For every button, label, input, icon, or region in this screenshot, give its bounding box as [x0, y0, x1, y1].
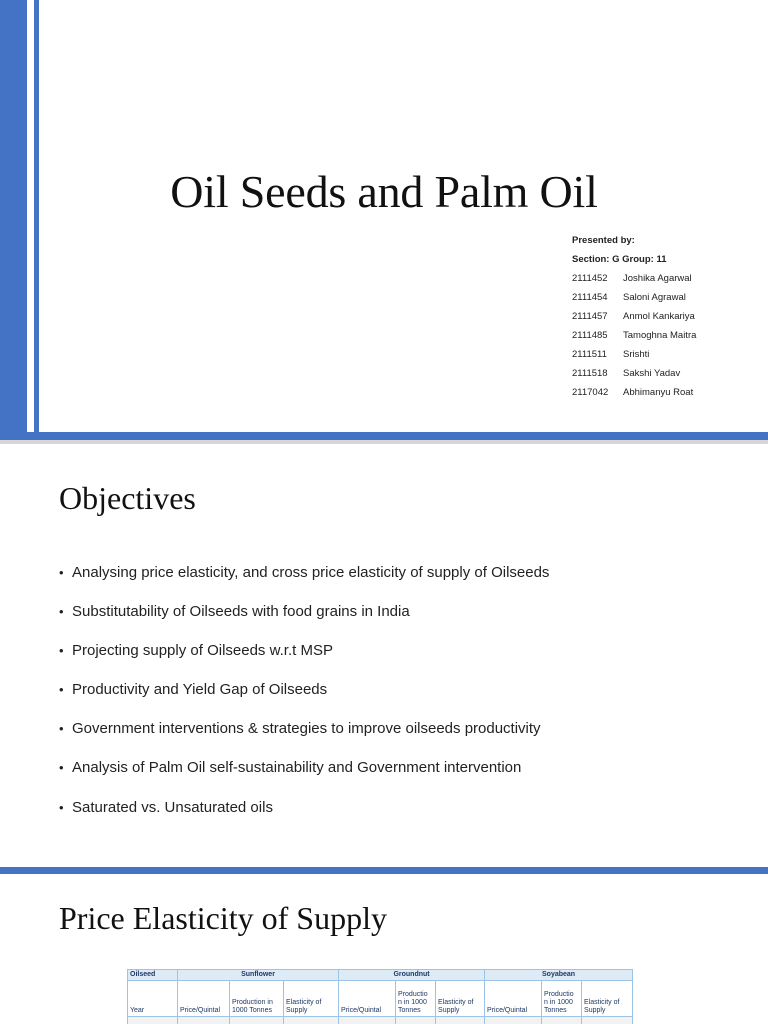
list-item [59, 718, 739, 757]
slide-price-elasticity [0, 874, 768, 1024]
accent-bar-bottom [0, 432, 768, 440]
member-name: Abhimanyu Roat [623, 387, 694, 398]
table-cell [128, 1017, 178, 1024]
member-row [572, 383, 696, 402]
bullet-icon: • [59, 799, 64, 815]
table-cell [230, 1017, 284, 1024]
table-cell [436, 1017, 485, 1024]
member-row [572, 307, 696, 326]
objective-text: Projecting supply of Oilseeds w.r.t MSP [72, 642, 333, 660]
table-row [128, 1017, 633, 1024]
list-item [59, 601, 739, 640]
member-roll: 2117042 [572, 387, 609, 398]
bullet-icon: • [59, 565, 64, 580]
bullet-icon: • [59, 682, 64, 698]
slide-title-page [0, 0, 768, 432]
table-cell [284, 1017, 339, 1024]
list-item [59, 797, 739, 836]
slide-heading: Objectives [59, 480, 196, 516]
table-subheader-row [128, 981, 633, 1017]
member-row [572, 269, 696, 288]
objective-text: Analysing price elasticity, and cross price elasticity of supply of Oilseeds [72, 564, 550, 581]
elasticity-table [127, 969, 633, 1024]
member-roll: 2111511 [572, 349, 607, 360]
accent-bar-bottom [0, 867, 768, 874]
member-name: Srishti [623, 349, 650, 360]
objective-text: Saturated vs. Unsaturated oils [72, 798, 273, 816]
table-subheader-cell: Price/Quintal [339, 981, 396, 1017]
member-name: Saloni Agrawal [623, 292, 686, 303]
objective-text: Analysis of Palm Oil self-sustainability and Government intervention [72, 759, 522, 777]
member-name: Joshika Agarwal [623, 273, 692, 284]
bullet-icon: • [59, 760, 64, 776]
table-subheader-cell: Year [128, 981, 178, 1017]
member-row [572, 345, 696, 364]
table-subheader-cell: Productio n in 1000 Tonnes [542, 981, 582, 1017]
table-cell [396, 1017, 436, 1024]
table-header-row [128, 970, 633, 981]
table-subheader-cell: Productio n in 1000 Tonnes [396, 981, 436, 1017]
table-header-cell: Groundnut [339, 970, 485, 981]
list-item [59, 562, 739, 601]
objectives-list [59, 562, 739, 836]
bullet-icon: • [59, 721, 64, 737]
table-cell [485, 1017, 542, 1024]
member-row [572, 364, 696, 383]
table-subheader-cell: Production in 1000 Tonnes [230, 981, 284, 1017]
member-roll: 2111452 [572, 273, 608, 284]
presented-by-label: Presented by: [572, 235, 635, 246]
table-header-cell: Oilseed [128, 970, 178, 981]
table-subheader-cell: Elasticity of Supply [582, 981, 633, 1017]
table-subheader-cell: Price/Quintal [485, 981, 542, 1017]
member-roll: 2111457 [572, 311, 608, 322]
bullet-icon: • [59, 604, 64, 620]
member-name: Sakshi Yadav [623, 368, 681, 379]
list-item [59, 757, 739, 796]
objective-text: Government interventions & strategies to improve oilseeds productivity [72, 720, 541, 738]
member-roll: 2111518 [572, 368, 608, 379]
objective-text: Productivity and Yield Gap of Oilseeds [72, 681, 328, 699]
slide-heading: Price Elasticity of Supply [59, 900, 387, 936]
accent-bar-left-thin [34, 0, 39, 432]
bullet-icon: • [59, 643, 64, 659]
member-row [572, 326, 696, 345]
table-cell [542, 1017, 582, 1024]
member-row [572, 288, 696, 307]
member-roll: 2111454 [572, 292, 608, 303]
section-group-label: Section: G Group: 11 [572, 254, 667, 265]
member-name: Anmol Kankariya [623, 311, 695, 322]
member-roll: 2111485 [572, 330, 608, 341]
table-cell [178, 1017, 230, 1024]
presenter-list [572, 231, 696, 402]
list-item [59, 640, 739, 679]
table-cell [339, 1017, 396, 1024]
table-cell [582, 1017, 633, 1024]
accent-bar-left-wide [0, 0, 27, 432]
table-subheader-cell: Elasticity of Supply [284, 981, 339, 1017]
table-subheader-cell: Price/Quintal [178, 981, 230, 1017]
presentation-title: Oil Seeds and Palm Oil [170, 166, 598, 217]
list-item [59, 679, 739, 718]
table-header-cell: Soyabean [485, 970, 633, 981]
member-name: Tamoghna Maitra [623, 330, 697, 341]
table-header-cell: Sunflower [178, 970, 339, 981]
slide-objectives [0, 444, 768, 867]
objective-text: Substitutability of Oilseeds with food grains in India [72, 603, 410, 621]
table-subheader-cell: Elasticity of Supply [436, 981, 485, 1017]
